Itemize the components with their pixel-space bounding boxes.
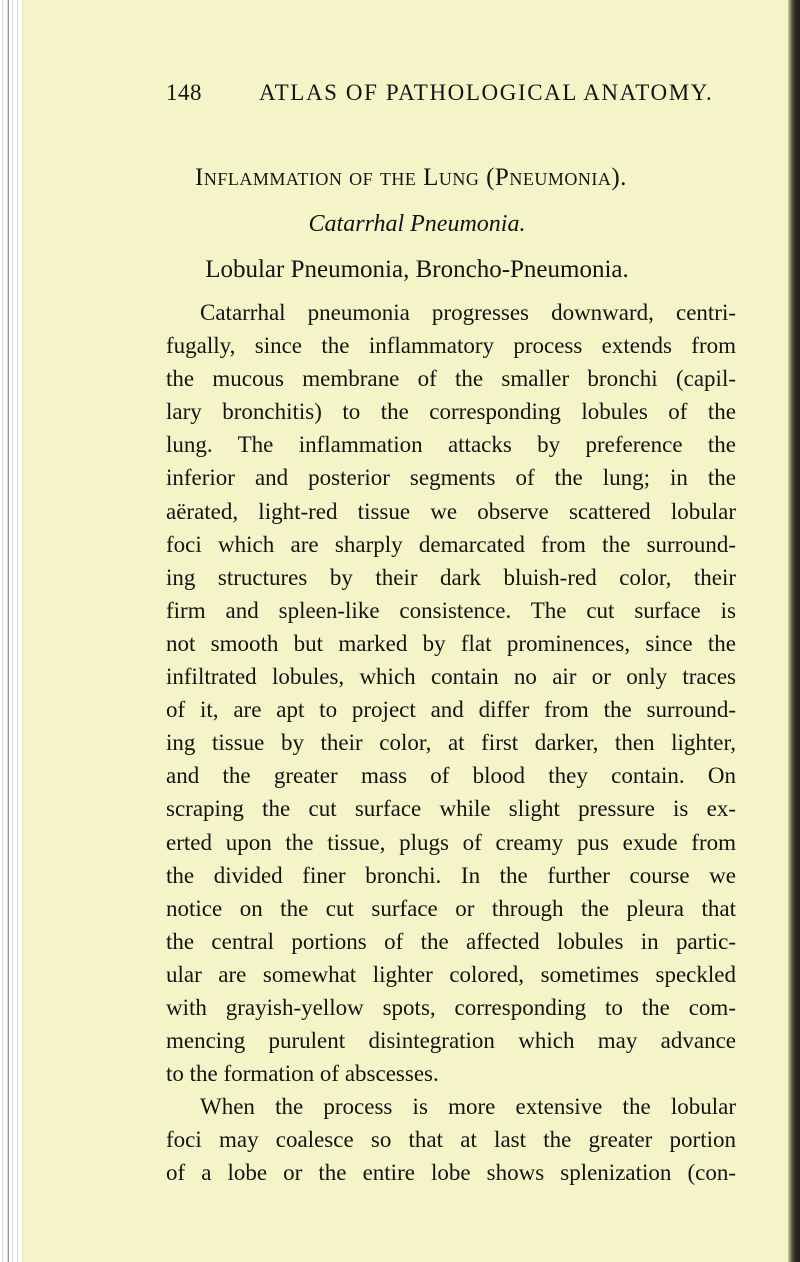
text-line: aërated, light-red tissue we observe scattered lobular [166,498,736,524]
body-text [166,296,736,1190]
text-line: lary bronchitis) to the corresponding lobules of the [166,399,736,425]
running-title: ATLAS OF PATHOLOGICAL ANATOMY. [259,80,714,105]
text-line: notice on the cut surface or through the pleura that [166,895,736,921]
text-line: with grayish-yellow spots, corresponding to the com- [166,994,736,1020]
text-line: the central portions of the affected lobules in partic- [166,928,736,954]
page-edge [788,0,800,1262]
text-line: scraping the cut surface while slight pressure is ex- [166,796,736,822]
text-line: the divided finer bronchi. In the further course we [166,862,736,888]
text-line: foci may coalesce so that at last the greater portion [166,1127,736,1153]
text-line: ing structures by their dark bluish-red color, their [166,564,736,590]
text-line: firm and spleen-like consistence. The cut surface is [166,597,736,623]
text-line: and the greater mass of blood they contain. On [166,763,736,789]
text-line: foci which are sharply demarcated from the surround- [166,531,736,557]
text-line: lung. The inflammation attacks by preference the [166,432,736,458]
text-line: erted upon the tissue, plugs of creamy pus exude from [166,829,736,855]
text-line: ular are somewhat lighter colored, sometimes speckled [166,961,736,987]
text-line: infiltrated lobules, which contain no air or only traces [166,664,736,690]
text-line: of it, are apt to project and differ from the surround- [166,697,736,723]
text-line: the mucous membrane of the smaller bronchi (capil- [166,366,736,392]
text-line: inferior and posterior segments of the lung; in the [166,465,736,491]
binding-gutter [0,0,23,1262]
subsection-title: Lobular Pneumonia, Broncho-Pneumonia. [205,256,629,283]
section-title: Catarrhal Pneumonia. [308,211,526,237]
text-line: ing tissue by their color, at first darker, then lighter, [166,730,736,756]
text-line: mencing purulent disintegration which may advance [166,1028,736,1054]
chapter-title: Inflammation of the Lung (Pneumonia). [195,164,627,191]
text-line: not smooth but marked by flat prominences, since the [166,630,736,656]
text-line: Catarrhal pneumonia progresses downward, centri- [200,300,736,325]
text-line: of a lobe or the entire lobe shows splenization (con- [166,1160,736,1186]
text-line: fugally, since the inflammatory process extends from [166,333,736,359]
page-header [166,80,714,110]
page-number: 148 [166,80,202,105]
text-line: When the process is more extensive the lobular [200,1094,736,1120]
text-line: to the formation of abscesses. [166,1061,439,1087]
